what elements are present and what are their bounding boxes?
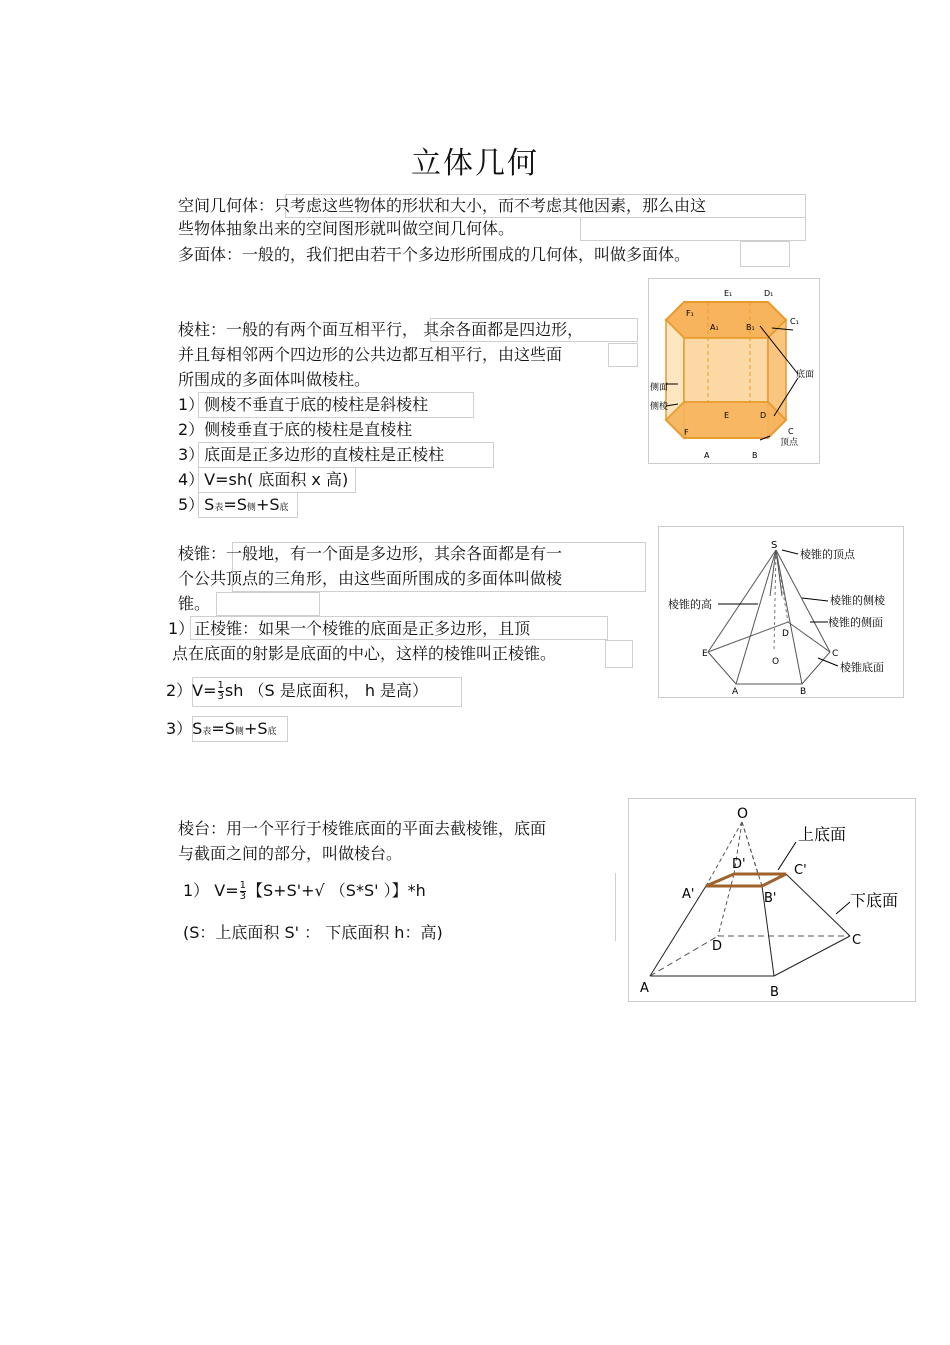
label-e: E (724, 411, 730, 420)
label-d1: D₁ (764, 289, 774, 298)
prism-definition-2: 并且每相邻两个四边形的公共边都互相平行，由这些面 (178, 345, 563, 364)
label-d: D (782, 629, 789, 639)
label-upper-base: 上底面 (798, 825, 847, 844)
label-lateral-edge: 棱锥的侧棱 (830, 594, 885, 607)
label-apex: 棱锥的顶点 (800, 548, 855, 561)
prism-item-1: 1）侧棱不垂直于底的棱柱是斜棱柱 (178, 395, 429, 414)
label-o: O (772, 657, 780, 667)
pyramid-definition-3: 锥。 (178, 594, 211, 613)
prism-definition-1: 棱柱：一般的有两个面互相平行， 其余各面都是四边形， (178, 320, 584, 339)
intro-line-1: 空间几何体：只考虑这些物体的形状和大小，而不考虑其他因素，那么由这 (178, 196, 707, 215)
label-c: C (852, 933, 862, 948)
frustum-figure (628, 798, 916, 1002)
prism-item-2: 2）侧棱垂直于底的棱柱是直棱柱 (178, 420, 413, 439)
pyramid-definition-1: 棱锥：一般地，有一个面是多边形，其余各面都是有一 (178, 544, 563, 563)
text-frame (740, 241, 790, 267)
label-c1: C₁ (790, 317, 799, 326)
text-frame (608, 343, 638, 367)
label-lateral-face: 棱锥的侧面 (828, 616, 883, 629)
label-e: E (702, 649, 708, 659)
label-f1: F₁ (686, 309, 694, 318)
label-b1: B₁ (746, 323, 755, 332)
label-a-prime: A' (682, 887, 695, 902)
label-a: A (704, 451, 710, 460)
label-pyramid-base: 棱锥底面 (840, 661, 884, 674)
label-o: O (737, 806, 749, 822)
label-vertex: 顶点 (780, 438, 799, 448)
label-lateral-edge: 侧棱 (650, 402, 669, 412)
label-c: C (832, 649, 839, 659)
label-f: F (684, 428, 689, 437)
label-a: A (640, 981, 649, 996)
prism-item-4: 4）V=sh( 底面积 x 高) (178, 470, 349, 489)
label-b: B (752, 451, 758, 460)
prism-item-3: 3）底面是正多边形的直棱柱是正棱柱 (178, 445, 445, 464)
label-a1: A₁ (710, 323, 719, 332)
label-s: S (771, 540, 778, 551)
label-b: B (800, 687, 807, 697)
prism-definition-3: 所围成的多面体叫做棱柱。 (178, 370, 371, 389)
label-lower-base: 下底面 (850, 891, 899, 910)
text-frame (580, 217, 806, 241)
pyramid-definition-2: 个公共顶点的三角形，由这些面所围成的多面体叫做棱 (178, 569, 563, 588)
text-frame (216, 592, 320, 616)
pyramid-item-3: 3）S表=S侧+S底 (166, 719, 277, 738)
frustum-definition-2: 与截面之间的部分，叫做棱台。 (178, 844, 403, 863)
pyramid-figure (658, 526, 904, 698)
prism-figure (648, 278, 820, 464)
label-d: D (712, 939, 723, 954)
prism-item-5: 5）S表=S侧+S底 (178, 495, 289, 514)
label-c: C (788, 427, 794, 436)
intro-line-3: 多面体：一般的，我们把由若干个多边形所围成的几何体，叫做多面体。 (178, 245, 691, 264)
label-e1: E₁ (724, 289, 733, 298)
label-d: D (760, 411, 767, 420)
label-a: A (732, 687, 739, 697)
label-height: 棱锥的高 (668, 598, 712, 611)
frustum-item-1: 1） V= $\frac{1}{3}$ 【S+S'+√ （S*S' ）】*h (183, 880, 426, 902)
page-title: 立体几何 (411, 146, 539, 181)
label-d-prime: D' (732, 857, 746, 872)
pyramid-item-1b: 点在底面的射影是底面的中心，这样的棱锥叫正棱锥。 (172, 644, 557, 663)
label-base: 底面 (796, 370, 815, 380)
pyramid-item-2: 2）V= $\frac{1}{3}$ sh （S 是底面积， h 是高） (166, 680, 429, 702)
label-b-prime: B' (764, 891, 777, 906)
label-c-prime: C' (794, 863, 807, 878)
label-side-face: 侧面 (650, 383, 669, 393)
frustum-definition-1: 棱台：用一个平行于棱锥底面的平面去截棱锥，底面 (178, 819, 547, 838)
label-b: B (770, 985, 779, 1000)
frustum-note: (S：上底面积 S' ： 下底面积 h：高) (183, 923, 443, 942)
pyramid-item-1a: 1）正棱锥：如果一个棱锥的底面是正多边形，且顶 (168, 619, 531, 638)
intro-line-2: 些物体抽象出来的空间图形就叫做空间几何体。 (178, 219, 515, 238)
text-frame (605, 640, 633, 668)
